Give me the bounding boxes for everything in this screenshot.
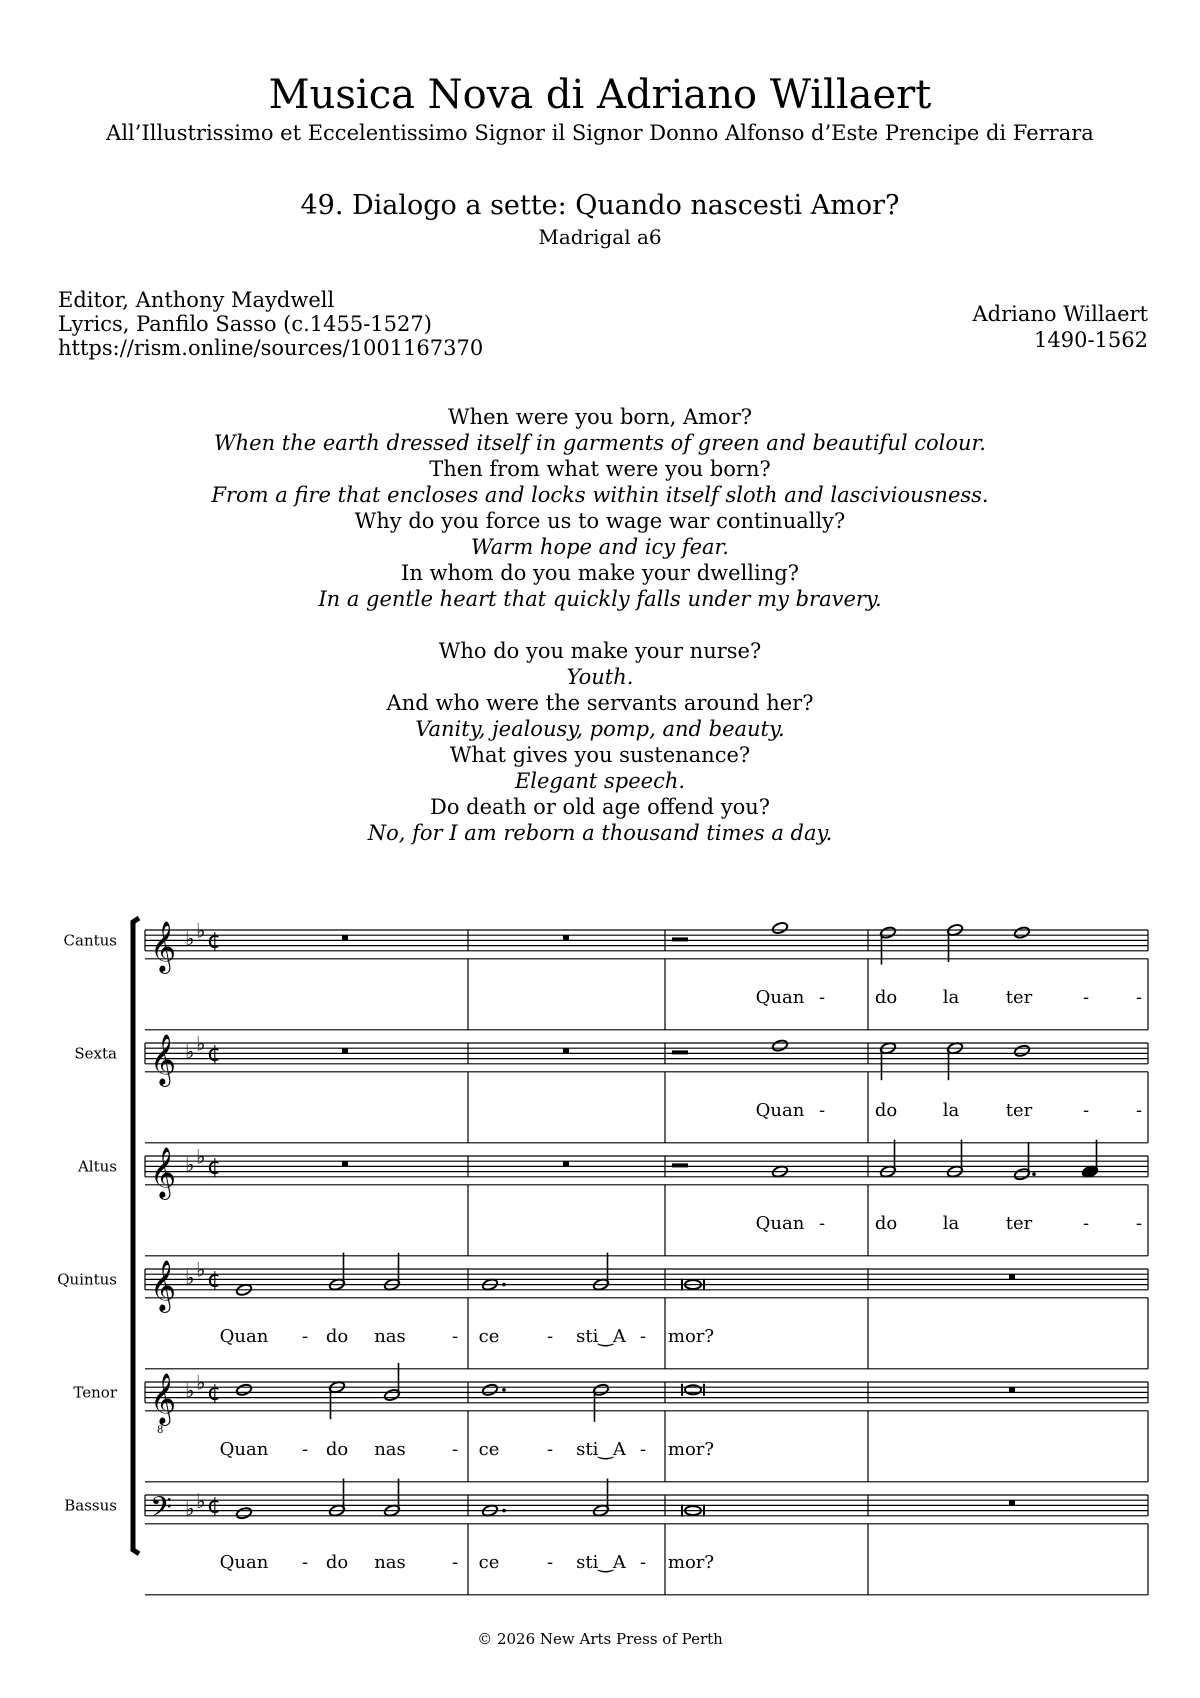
breve-rest-icon bbox=[342, 935, 348, 941]
lyric-hyphen: - bbox=[1135, 1099, 1143, 1121]
cut-time-icon: ¢ bbox=[207, 1041, 221, 1067]
poem-question-line: And who were the servants around her? bbox=[386, 691, 814, 715]
lyric-hyphen: - bbox=[639, 1551, 647, 1573]
cut-time-icon: ¢ bbox=[207, 1380, 221, 1406]
piece-title: 49. Dialogo a sette: Quando nascesti Amor? bbox=[300, 190, 900, 221]
flat-icon: ♭ bbox=[196, 1031, 206, 1056]
dot-icon bbox=[502, 1388, 506, 1392]
lyric-syllable: do bbox=[874, 1212, 898, 1234]
composer-dates: 1490-1562 bbox=[1034, 328, 1148, 352]
flat-icon: ♭ bbox=[185, 1265, 195, 1290]
lyric-hyphen: - bbox=[818, 1212, 826, 1234]
lyric-syllable: mor? bbox=[667, 1325, 715, 1347]
lyric-syllable: Quan bbox=[755, 1212, 805, 1234]
whole-note-icon bbox=[771, 921, 788, 935]
lyric-hyphen: - bbox=[818, 986, 826, 1008]
treble-clef-icon: 𝄞 bbox=[150, 1372, 177, 1424]
lyric-syllable: sti‿A bbox=[576, 1325, 626, 1347]
flat-icon: ♭ bbox=[185, 1152, 195, 1177]
lyric-syllable: Quan bbox=[755, 1099, 805, 1121]
breve-rest-icon bbox=[342, 1048, 348, 1054]
poem-answer-line: In a gentle heart that quickly falls under my bravery. bbox=[318, 587, 882, 611]
lyric-syllable: ce bbox=[478, 1325, 500, 1347]
lyric-syllable: Quan bbox=[219, 1325, 269, 1347]
breve-rest-icon bbox=[342, 1161, 348, 1167]
poem-answer-line: Elegant speech. bbox=[514, 769, 686, 793]
lyric-syllable: la bbox=[942, 986, 960, 1008]
voice-label: Tenor bbox=[73, 1383, 117, 1402]
piece-subtitle: Madrigal a6 bbox=[538, 225, 662, 249]
lyric-syllable: mor? bbox=[667, 1438, 715, 1460]
voice-label: Quintus bbox=[57, 1270, 117, 1289]
flat-icon: ♭ bbox=[196, 918, 206, 943]
breve-rest-icon bbox=[1009, 1274, 1015, 1280]
lyric-hyphen: - bbox=[546, 1438, 554, 1460]
lyric-hyphen: - bbox=[1135, 1212, 1143, 1234]
flat-icon: ♭ bbox=[196, 1488, 206, 1513]
voice-label: Bassus bbox=[64, 1496, 117, 1515]
staff-bassus bbox=[64, 1479, 1148, 1595]
treble-clef-icon: 𝄞 bbox=[150, 1146, 177, 1198]
voice-label: Cantus bbox=[63, 931, 117, 950]
poem-answer-line: Youth. bbox=[566, 665, 634, 689]
lyric-hyphen: - bbox=[451, 1438, 459, 1460]
lyric-hyphen: - bbox=[1082, 1099, 1090, 1121]
staff-sexta bbox=[74, 1032, 1148, 1143]
staff-cantus bbox=[64, 919, 1148, 1030]
lyric-syllable: Quan bbox=[219, 1551, 269, 1573]
lyric-syllable: ter bbox=[1005, 986, 1033, 1008]
lyric-hyphen: - bbox=[639, 1325, 647, 1347]
lyric-syllable: ce bbox=[478, 1551, 500, 1573]
lyric-syllable: do bbox=[325, 1438, 349, 1460]
lyric-hyphen: - bbox=[1082, 986, 1090, 1008]
lyric-hyphen: - bbox=[818, 1099, 826, 1121]
staff-quintus bbox=[57, 1253, 1148, 1369]
half-rest-icon bbox=[672, 1163, 688, 1167]
octave-8-icon: 8 bbox=[157, 1424, 164, 1436]
lyric-hyphen: - bbox=[639, 1438, 647, 1460]
bass-clef-icon: 𝄢 bbox=[150, 1490, 172, 1531]
half-rest-icon bbox=[672, 1050, 688, 1054]
copyright: © 2026 New Arts Press of Perth bbox=[477, 1630, 723, 1648]
poem-answer-line: No, for I am reborn a thousand times a day. bbox=[367, 821, 833, 845]
treble-clef-icon: 𝄞 bbox=[150, 1259, 177, 1311]
cut-time-icon: ¢ bbox=[207, 1154, 221, 1180]
poem-question-line: Do death or old age offend you? bbox=[429, 795, 770, 819]
poem-answer-line: Warm hope and icy fear. bbox=[471, 535, 729, 559]
staff-tenor bbox=[73, 1363, 1148, 1482]
dot-icon bbox=[502, 1283, 506, 1287]
flat-icon: ♭ bbox=[185, 1039, 195, 1064]
lyric-hyphen: - bbox=[1082, 1212, 1090, 1234]
poem-question-line: Then from what were you born? bbox=[429, 457, 771, 481]
lyric-hyphen: - bbox=[451, 1325, 459, 1347]
composer-name: Adriano Willaert bbox=[972, 302, 1148, 326]
breve-rest-icon bbox=[563, 1048, 569, 1054]
whole-note-icon bbox=[1013, 1044, 1030, 1058]
lyric-hyphen: - bbox=[301, 1438, 309, 1460]
lyric-syllable: Quan bbox=[219, 1438, 269, 1460]
whole-note-icon bbox=[235, 1506, 252, 1520]
lyric-syllable: do bbox=[874, 1099, 898, 1121]
lyric-syllable: la bbox=[942, 1099, 960, 1121]
system-bracket bbox=[133, 918, 139, 1554]
breve-rest-icon bbox=[1009, 1500, 1015, 1506]
treble-clef-icon: 𝄞 bbox=[150, 920, 177, 972]
lyric-syllable: do bbox=[874, 986, 898, 1008]
lyric-hyphen: - bbox=[301, 1325, 309, 1347]
treble-clef-icon: 𝄞 bbox=[150, 1033, 177, 1085]
poem-question-line: In whom do you make your dwelling? bbox=[401, 561, 799, 585]
poem-answer-line: From a fire that encloses and locks within itself sloth and lasciviousness. bbox=[211, 483, 989, 507]
lyric-syllable: nas bbox=[374, 1438, 406, 1460]
lyric-hyphen: - bbox=[301, 1551, 309, 1573]
dedication: All’Illustrissimo et Eccelentissimo Signor il Signor Donno Alfonso d’Este Prencipe di Ferrara bbox=[106, 121, 1094, 145]
lyric-syllable: nas bbox=[374, 1551, 406, 1573]
dot-icon bbox=[1032, 1172, 1036, 1176]
whole-note-icon bbox=[481, 1383, 498, 1397]
lyric-syllable: sti‿A bbox=[576, 1438, 626, 1460]
whole-note-icon bbox=[771, 1039, 788, 1053]
lyric-syllable: ter bbox=[1005, 1099, 1033, 1121]
lyric-hyphen: - bbox=[546, 1551, 554, 1573]
lyric-syllable: Quan bbox=[755, 986, 805, 1008]
lyrics-credit: Lyrics, Panfilo Sasso (c.1455-1527) bbox=[58, 312, 432, 336]
lyric-syllable: sti‿A bbox=[576, 1551, 626, 1573]
whole-note-icon bbox=[1013, 926, 1030, 940]
dot-icon bbox=[502, 1509, 506, 1513]
poem-question-line: Who do you make your nurse? bbox=[438, 639, 762, 663]
breve-rest-icon bbox=[563, 935, 569, 941]
lyric-hyphen: - bbox=[546, 1325, 554, 1347]
source-url: https://rism.online/sources/1001167370 bbox=[58, 336, 484, 360]
breve-rest-icon bbox=[1009, 1387, 1015, 1393]
lyric-syllable: ter bbox=[1005, 1212, 1033, 1234]
lyric-hyphen: - bbox=[451, 1551, 459, 1573]
breve-rest-icon bbox=[563, 1161, 569, 1167]
lyric-syllable: do bbox=[325, 1325, 349, 1347]
cut-time-icon: ¢ bbox=[207, 928, 221, 954]
half-rest-icon bbox=[672, 937, 688, 941]
lyric-syllable: nas bbox=[374, 1325, 406, 1347]
flat-icon: ♭ bbox=[196, 1370, 206, 1395]
cut-time-icon: ¢ bbox=[207, 1493, 221, 1519]
lyric-syllable: mor? bbox=[667, 1551, 715, 1573]
lyric-syllable: ce bbox=[478, 1438, 500, 1460]
poem-question-line: Why do you force us to wage war continually? bbox=[354, 509, 846, 533]
lyric-hyphen: - bbox=[1135, 986, 1143, 1008]
poem-answer-line: Vanity, jealousy, pomp, and beauty. bbox=[415, 717, 785, 741]
staff-altus bbox=[77, 1140, 1148, 1256]
poem-answer-line: When the earth dressed itself in garments of green and beautiful colour. bbox=[214, 431, 986, 455]
voice-label: Sexta bbox=[74, 1044, 117, 1063]
flat-icon: ♭ bbox=[196, 1144, 206, 1169]
flat-icon: ♭ bbox=[185, 1496, 195, 1521]
editor-credit: Editor, Anthony Maydwell bbox=[58, 288, 335, 312]
document-title: Musica Nova di Adriano Willaert bbox=[268, 72, 932, 118]
flat-icon: ♭ bbox=[196, 1257, 206, 1282]
whole-note-icon bbox=[235, 1383, 252, 1397]
voice-label: Altus bbox=[77, 1157, 117, 1176]
flat-icon: ♭ bbox=[185, 926, 195, 951]
lyric-syllable: do bbox=[325, 1551, 349, 1573]
lyric-syllable: la bbox=[942, 1212, 960, 1234]
cut-time-icon: ¢ bbox=[207, 1267, 221, 1293]
flat-icon: ♭ bbox=[185, 1378, 195, 1403]
poem-question-line: What gives you sustenance? bbox=[449, 743, 751, 767]
poem-question-line: When were you born, Amor? bbox=[447, 405, 752, 429]
